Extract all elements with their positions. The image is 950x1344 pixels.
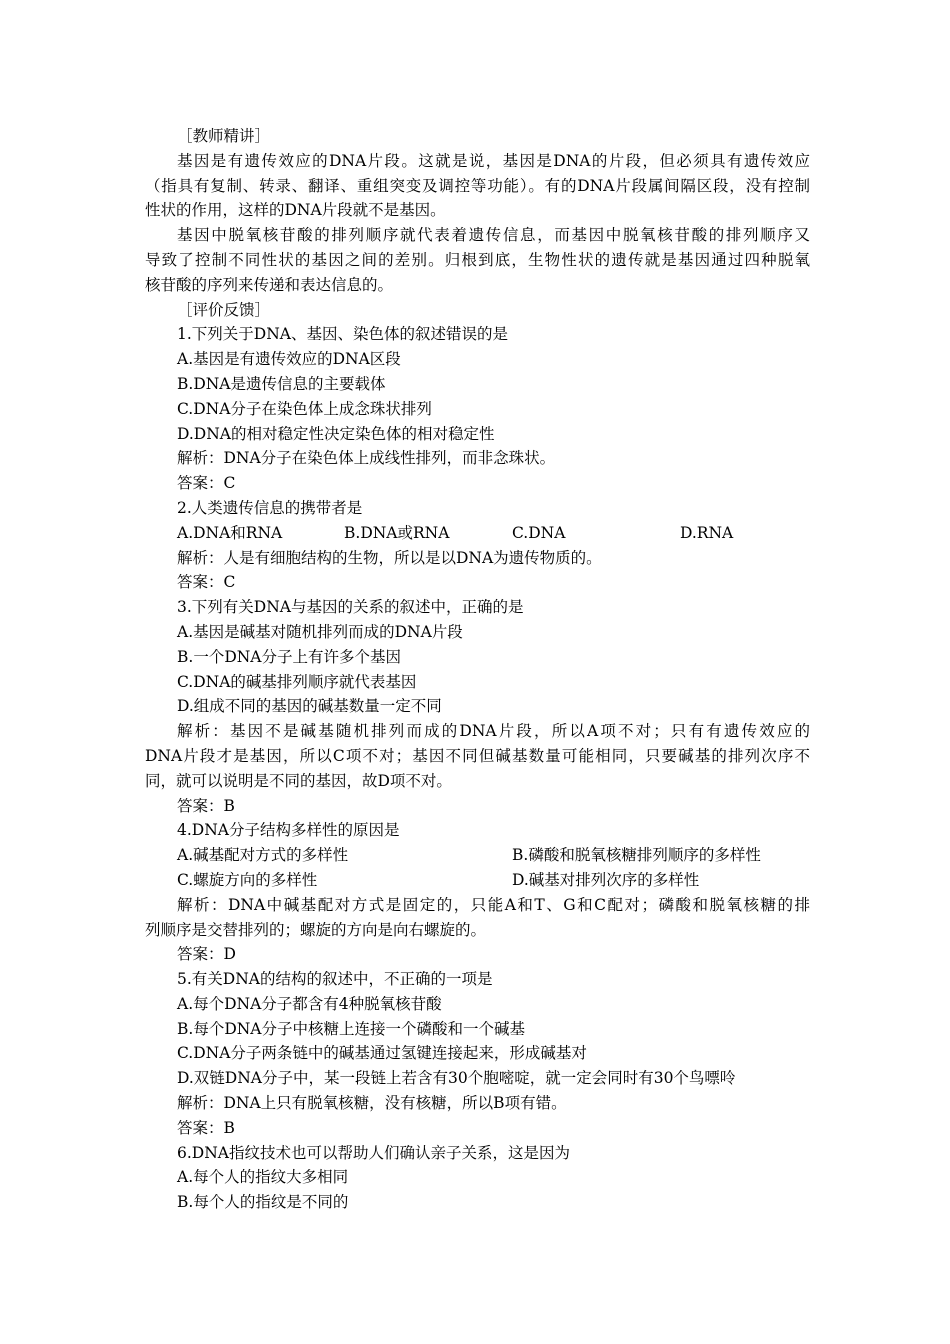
question-2-option-b: B.DNA或RNA <box>344 523 450 542</box>
question-5-analysis: 解析：DNA上只有脱氧核糖，没有核糖，所以B项有错。 <box>177 1094 567 1113</box>
teacher-heading: ［教师精讲］ <box>177 127 271 145</box>
question-4-options-row-2 <box>145 868 810 893</box>
question-4-option-c: C.螺旋方向的多样性 <box>177 870 318 889</box>
question-4-option-b: B.磷酸和脱氧核糖排列顺序的多样性 <box>512 846 761 865</box>
question-3-option-c: C.DNA的碱基排列顺序就代表基因 <box>177 672 417 691</box>
question-4-options-row-1 <box>145 843 810 868</box>
question-2-answer: 答案：C <box>177 573 236 592</box>
teacher-paragraph-2-line-3: 核苷酸的序列来传递和表达信息的。 <box>145 275 394 294</box>
question-5-stem: 5.有关DNA的结构的叙述中，不正确的一项是 <box>177 970 493 989</box>
question-3-analysis-line-3: 同，就可以说明是不同的基因，故D项不对。 <box>145 771 452 790</box>
question-5-option-c: C.DNA分子两条链中的碱基通过氢键连接起来，形成碱基对 <box>177 1044 587 1063</box>
question-6-stem: 6.DNA指纹技术也可以帮助人们确认亲子关系，这是因为 <box>177 1143 570 1162</box>
question-3-stem: 3.下列有关DNA与基因的关系的叙述中，正确的是 <box>177 598 524 617</box>
question-1-answer: 答案：C <box>177 474 236 493</box>
question-1-stem: 1.下列关于DNA、基因、染色体的叙述错误的是 <box>177 325 508 344</box>
teacher-paragraph-1-line-2: （指具有复制、转录、翻译、重组突变及调控等功能）。有的DNA片段属间隔区段，没有控制 <box>145 176 810 195</box>
question-3-analysis-line-1: 解析：基因不是碱基随机排列而成的DNA片段，所以A项不对；只有有遗传效应的 <box>177 722 810 741</box>
question-2-stem: 2.人类遗传信息的携带者是 <box>177 498 363 517</box>
teacher-paragraph-1-line-1: 基因是有遗传效应的DNA片段。这就是说，基因是DNA的片段，但必须具有遗传效应 <box>177 151 810 170</box>
question-2-analysis: 解析：人是有细胞结构的生物，所以是以DNA为遗传物质的。 <box>177 548 602 567</box>
question-6-option-a: A.每个人的指纹大多相同 <box>177 1168 349 1187</box>
teacher-paragraph-1-line-3: 性状的作用，这样的DNA片段就不是基因。 <box>145 201 446 220</box>
question-6-option-b: B.每个人的指纹是不同的 <box>177 1193 349 1212</box>
question-2-options-row <box>145 521 810 546</box>
question-1-option-c: C.DNA分子在染色体上成念珠状排列 <box>177 399 432 418</box>
question-1-option-d: D.DNA的相对稳定性决定染色体的相对稳定性 <box>177 424 495 443</box>
question-3-analysis-line-2: DNA片段才是基因，所以C项不对；基因不同但碱基数量可能相同，只要碱基的排列次序不 <box>145 746 810 765</box>
question-3-option-b: B.一个DNA分子上有许多个基因 <box>177 647 402 666</box>
question-4-answer: 答案：D <box>177 945 236 964</box>
question-2-option-a: A.DNA和RNA <box>177 523 283 542</box>
question-4-stem: 4.DNA分子结构多样性的原因是 <box>177 821 400 840</box>
question-3-answer: 答案：B <box>177 796 235 815</box>
question-1-option-a: A.基因是有遗传效应的DNA区段 <box>177 350 401 369</box>
question-2-option-c: C.DNA <box>512 523 566 542</box>
teacher-paragraph-2-line-2: 导致了控制不同性状的基因之间的差别。归根到底，生物性状的遗传就是基因通过四种脱氧 <box>145 250 810 269</box>
question-5-option-d: D.双链DNA分子中，某一段链上若含有30个胞嘧啶，就一定会同时有30个鸟嘌呤 <box>177 1069 736 1088</box>
question-2-option-d: D.RNA <box>680 523 734 542</box>
feedback-heading: ［评价反馈］ <box>177 300 271 319</box>
question-3-option-a: A.基因是碱基对随机排列而成的DNA片段 <box>177 622 463 641</box>
question-4-analysis-line-1: 解析：DNA中碱基配对方式是固定的，只能A和T、G和C配对；磷酸和脱氧核糖的排 <box>177 895 810 914</box>
question-4-analysis-line-2: 列顺序是交替排列的；螺旋的方向是向右螺旋的。 <box>145 920 487 939</box>
question-5-answer: 答案：B <box>177 1118 235 1137</box>
question-1-analysis: 解析：DNA分子在染色体上成线性排列，而非念珠状。 <box>177 449 556 468</box>
question-5-option-a: A.每个DNA分子都含有4种脱氧核苷酸 <box>177 994 442 1013</box>
question-4-option-d: D.碱基对排列次序的多样性 <box>512 870 700 889</box>
question-1-option-b: B.DNA是遗传信息的主要载体 <box>177 374 386 393</box>
question-4-option-a: A.碱基配对方式的多样性 <box>177 846 349 865</box>
teacher-paragraph-2-line-1: 基因中脱氧核苷酸的排列顺序就代表着遗传信息，而基因中脱氧核苷酸的排列顺序又 <box>177 226 810 245</box>
question-3-option-d: D.组成不同的基因的碱基数量一定不同 <box>177 697 442 716</box>
document-page <box>145 124 810 1215</box>
question-5-option-b: B.每个DNA分子中核糖上连接一个磷酸和一个碱基 <box>177 1019 526 1038</box>
